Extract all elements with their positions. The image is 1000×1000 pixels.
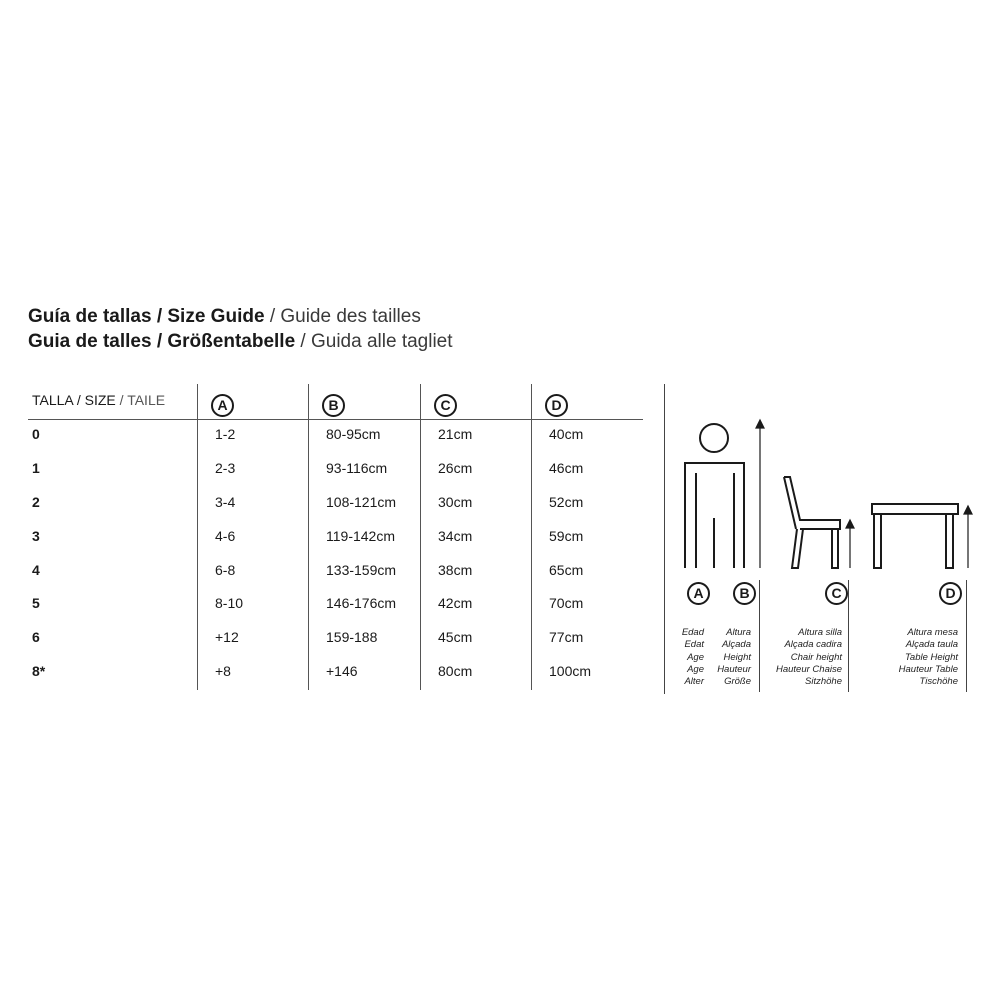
legend-b-labels: Altura Alçada Height Hauteur Größe [717,627,751,688]
table-height-arrow [964,506,972,568]
column-c-header: C [434,394,457,417]
table-figure [872,504,958,568]
column-b-header: B [322,394,345,417]
legend-c-labels: Altura silla Alçada cadira Chair height Hauteur Chaise Sitzhöhe [775,627,842,688]
title-line-2: Guia de talles / Größentabelle / Guida alle tagliet [28,331,453,352]
legend-a-marker: A [687,582,710,605]
legend-a-labels: Edad Edat Age Age Alter [681,627,704,688]
height-arrow [756,420,764,568]
person-figure [685,424,744,568]
column-d-header: D [545,394,568,417]
legend-c-marker: C [825,582,848,605]
chair-height-arrow [846,520,854,568]
chair-figure [784,477,840,568]
legend-d-labels: Altura mesa Alçada taula Table Height Hauteur Table Tischöhe [898,627,958,688]
legend-d-marker: D [939,582,962,605]
column-a-header: A [211,394,234,417]
legend-b-marker: B [733,582,756,605]
size-column-header: TALLA / SIZE / TAILE [32,392,166,408]
title-line-1: Guía de tallas / Size Guide / Guide des tailles [28,306,421,327]
